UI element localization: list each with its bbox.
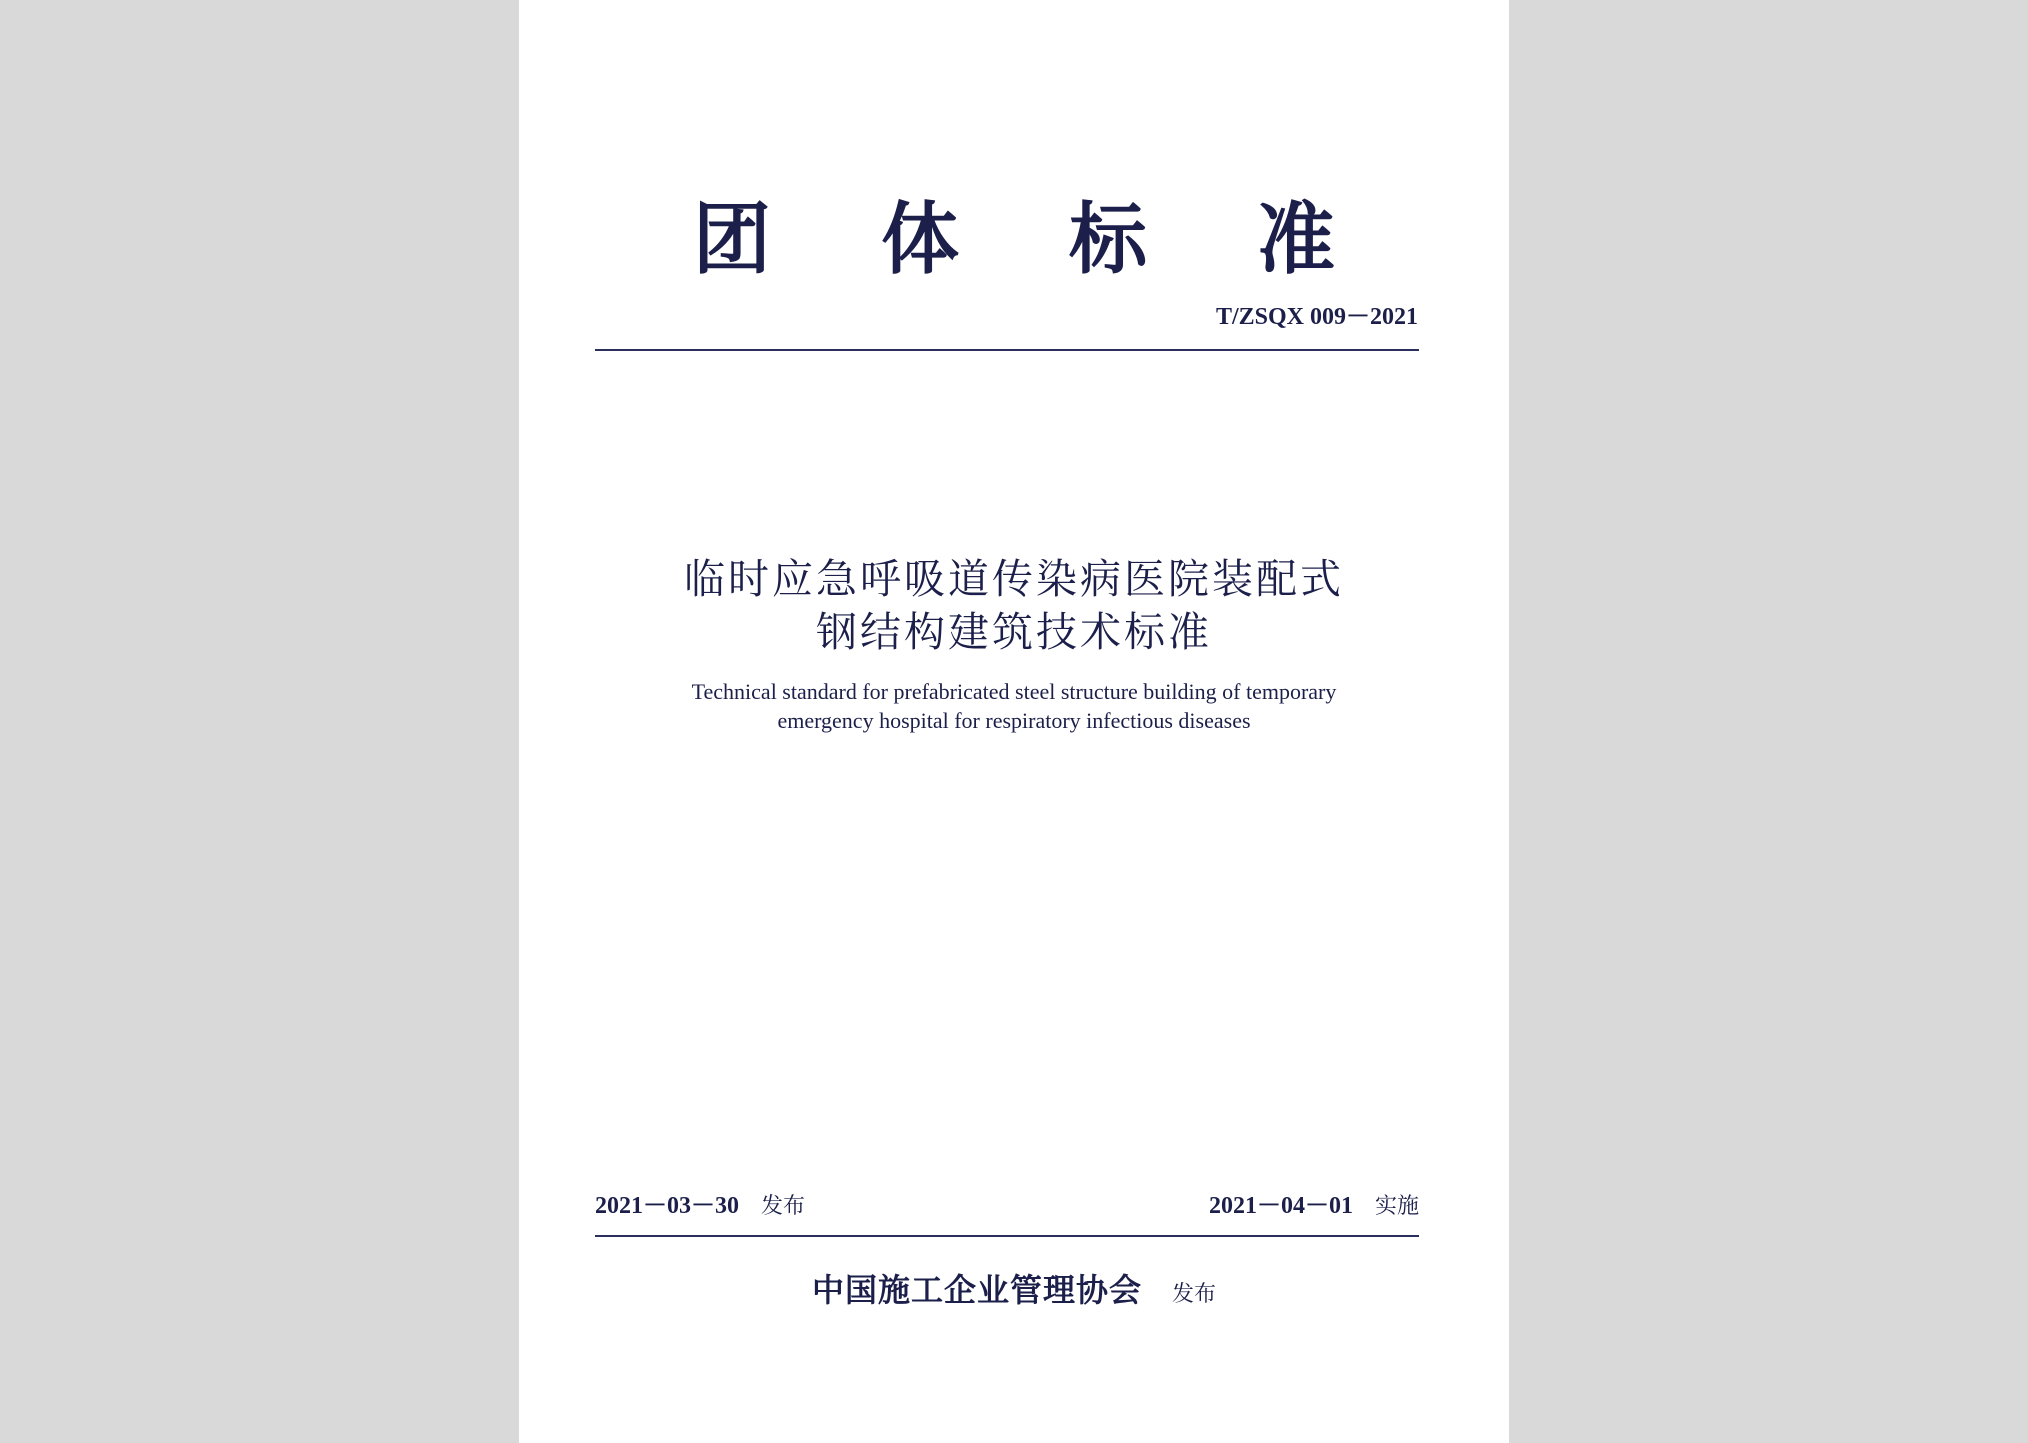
standard-number: T/ZSQX 009－2021 bbox=[1215, 304, 1418, 330]
chinese-title-line-1: 临时应急呼吸道传染病医院装配式 bbox=[684, 555, 1344, 603]
publisher-row bbox=[519, 1268, 1509, 1319]
publisher-label: 发布 bbox=[1172, 1282, 1217, 1307]
implementation-label: 实施 bbox=[1374, 1194, 1419, 1219]
document-type-heading: 团体标准 bbox=[692, 195, 1445, 285]
document-page bbox=[519, 0, 1509, 1443]
footer-divider bbox=[595, 1235, 1419, 1237]
chinese-title-line-2: 钢结构建筑技术标准 bbox=[816, 608, 1212, 656]
implementation-date-row bbox=[1209, 1188, 1419, 1225]
header-divider bbox=[595, 349, 1419, 351]
english-title-line-1: Technical standard for prefabricated steel structure building of temporary bbox=[691, 679, 1337, 704]
english-title-line-2: emergency hospital for respiratory infectious diseases bbox=[777, 708, 1251, 733]
issue-date-row bbox=[595, 1188, 805, 1225]
publisher-name: 中国施工企业管理协会 bbox=[811, 1271, 1142, 1309]
issue-date: 2021－03－30 bbox=[595, 1193, 739, 1219]
implementation-date: 2021－04－01 bbox=[1208, 1193, 1353, 1219]
issue-label: 发布 bbox=[761, 1194, 806, 1219]
